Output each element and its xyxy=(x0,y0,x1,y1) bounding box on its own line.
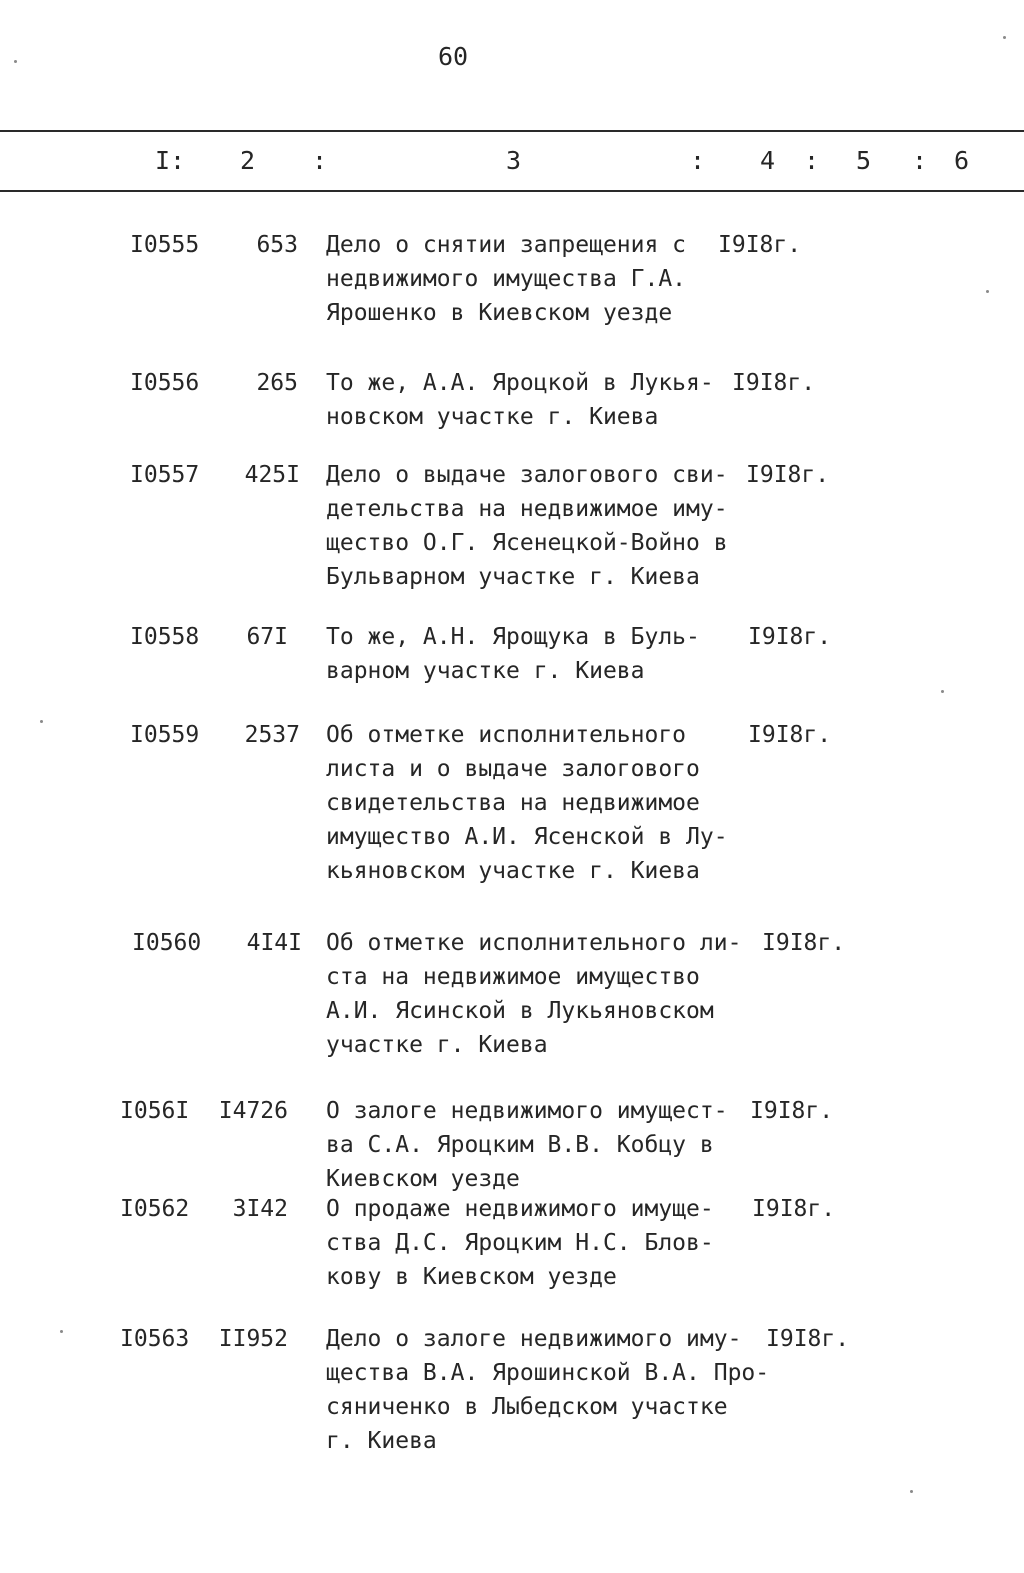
scan-speck xyxy=(910,1490,913,1493)
entry-number: I0558 xyxy=(130,624,200,650)
entry-description-line: кову в Киевском уезде xyxy=(326,1264,617,1290)
entry-number: I0559 xyxy=(130,722,200,748)
column-separator: : xyxy=(312,146,328,175)
scan-speck xyxy=(14,60,17,63)
entry-number: I0555 xyxy=(130,232,200,258)
scan-speck xyxy=(941,690,944,693)
entry-description-line: щества В.А. Ярошинской В.А. Про- xyxy=(326,1360,770,1386)
entry-description xyxy=(326,1094,728,1196)
entry-description-line: свидетельства на недвижимое xyxy=(326,790,700,816)
column-header-2: 2 xyxy=(240,146,256,175)
scan-speck xyxy=(40,720,43,723)
entry-description xyxy=(326,228,686,330)
header-top-rule xyxy=(0,130,1024,132)
entry-archive-number: 67I xyxy=(246,624,288,650)
entry-archive-number: I4726 xyxy=(218,1098,288,1124)
entry-description-line: О продаже недвижимого имуще- xyxy=(326,1196,714,1222)
entry-number: I0562 xyxy=(120,1196,190,1222)
entry-description-line: листа и о выдаче залогового xyxy=(326,756,700,782)
entry-archive-number: 265 xyxy=(256,370,298,396)
entry-description-line: Бульварном участке г. Киева xyxy=(326,564,700,590)
column-header-6: 6 xyxy=(954,146,970,175)
entry-archive-number: 425I xyxy=(244,462,300,488)
entry-description-line: ста на недвижимое имущество xyxy=(326,964,700,990)
column-header-1: I: xyxy=(155,146,186,175)
entry-description-line: Об отметке исполнительного xyxy=(326,722,687,748)
entry-year: I9I8г. xyxy=(766,1326,850,1352)
entry-description-line: Дело о выдаче залогового сви- xyxy=(326,462,728,488)
page-number: 60 xyxy=(437,42,469,71)
entry-description-line: новском участке г. Киева xyxy=(326,404,659,430)
entry-description-line: ства Д.С. Яроцким Н.С. Блов- xyxy=(326,1230,714,1256)
entry-description-line: г. Киева xyxy=(326,1428,437,1454)
entry-description xyxy=(326,366,714,434)
entry-description-line: Киевском уезде xyxy=(326,1166,520,1192)
entry-year: I9I8г. xyxy=(718,232,802,258)
scan-speck xyxy=(1003,36,1006,39)
column-header-5: 5 xyxy=(856,146,872,175)
entry-description-line: Ярошенко в Киевском уезде xyxy=(326,300,673,326)
column-header-3: 3 xyxy=(506,146,522,175)
entry-description-line: участке г. Киева xyxy=(326,1032,548,1058)
entry-year: I9I8г. xyxy=(746,462,830,488)
entry-number: I0560 xyxy=(132,930,202,956)
entry-description xyxy=(326,620,700,688)
entry-description-line: кьяновском участке г. Киева xyxy=(326,858,700,884)
scan-speck xyxy=(986,290,989,293)
entry-archive-number: 4I4I xyxy=(246,930,302,956)
entry-description-line: детельства на недвижимое иму- xyxy=(326,496,728,522)
entry-year: I9I8г. xyxy=(750,1098,834,1124)
entry-description xyxy=(326,1192,714,1294)
column-separator: : xyxy=(690,146,706,175)
entry-description-line: щество О.Г. Ясенецкой-Войно в xyxy=(326,530,728,556)
entry-number: I0563 xyxy=(120,1326,190,1352)
entry-number: I0557 xyxy=(130,462,200,488)
entry-description xyxy=(326,1322,769,1458)
entry-number: I0556 xyxy=(130,370,200,396)
entry-year: I9I8г. xyxy=(732,370,816,396)
entry-description-line: А.И. Ясинской в Лукьяновском xyxy=(326,998,714,1024)
column-separator: : xyxy=(804,146,820,175)
entry-description-line: имущество А.И. Ясенской в Лу- xyxy=(326,824,728,850)
entry-description-line: То же, А.А. Яроцкой в Лукья- xyxy=(326,370,714,396)
entry-description xyxy=(326,458,728,594)
scan-speck xyxy=(60,1330,63,1333)
entry-archive-number: 2537 xyxy=(244,722,300,748)
entry-year: I9I8г. xyxy=(748,624,832,650)
entry-year: I9I8г. xyxy=(748,722,832,748)
entry-number: I056I xyxy=(120,1098,190,1124)
entry-description-line: Дело о снятии запрещения с xyxy=(326,232,687,258)
entry-description-line: Дело о залоге недвижимого иму- xyxy=(326,1326,742,1352)
entry-description-line: ва С.А. Яроцким В.В. Кобцу в xyxy=(326,1132,714,1158)
entry-year: I9I8г. xyxy=(752,1196,836,1222)
entry-archive-number: II952 xyxy=(218,1326,288,1352)
entry-description xyxy=(326,718,728,888)
entry-description-line: О залоге недвижимого имущест- xyxy=(326,1098,728,1124)
entry-description-line: То же, А.Н. Ярощука в Буль- xyxy=(326,624,700,650)
column-header-4: 4 xyxy=(760,146,776,175)
entry-description-line: сяниченко в Лыбедском участке xyxy=(326,1394,728,1420)
entry-description-line: Об отметке исполнительного ли- xyxy=(326,930,742,956)
entry-description-line: недвижимого имущества Г.А. xyxy=(326,266,687,292)
header-bottom-rule xyxy=(0,190,1024,192)
entry-archive-number: 3I42 xyxy=(232,1196,288,1222)
entry-description xyxy=(326,926,741,1062)
column-separator: : xyxy=(912,146,928,175)
entry-year: I9I8г. xyxy=(762,930,846,956)
entry-archive-number: 653 xyxy=(256,232,298,258)
entry-description-line: варном участке г. Киева xyxy=(326,658,645,684)
